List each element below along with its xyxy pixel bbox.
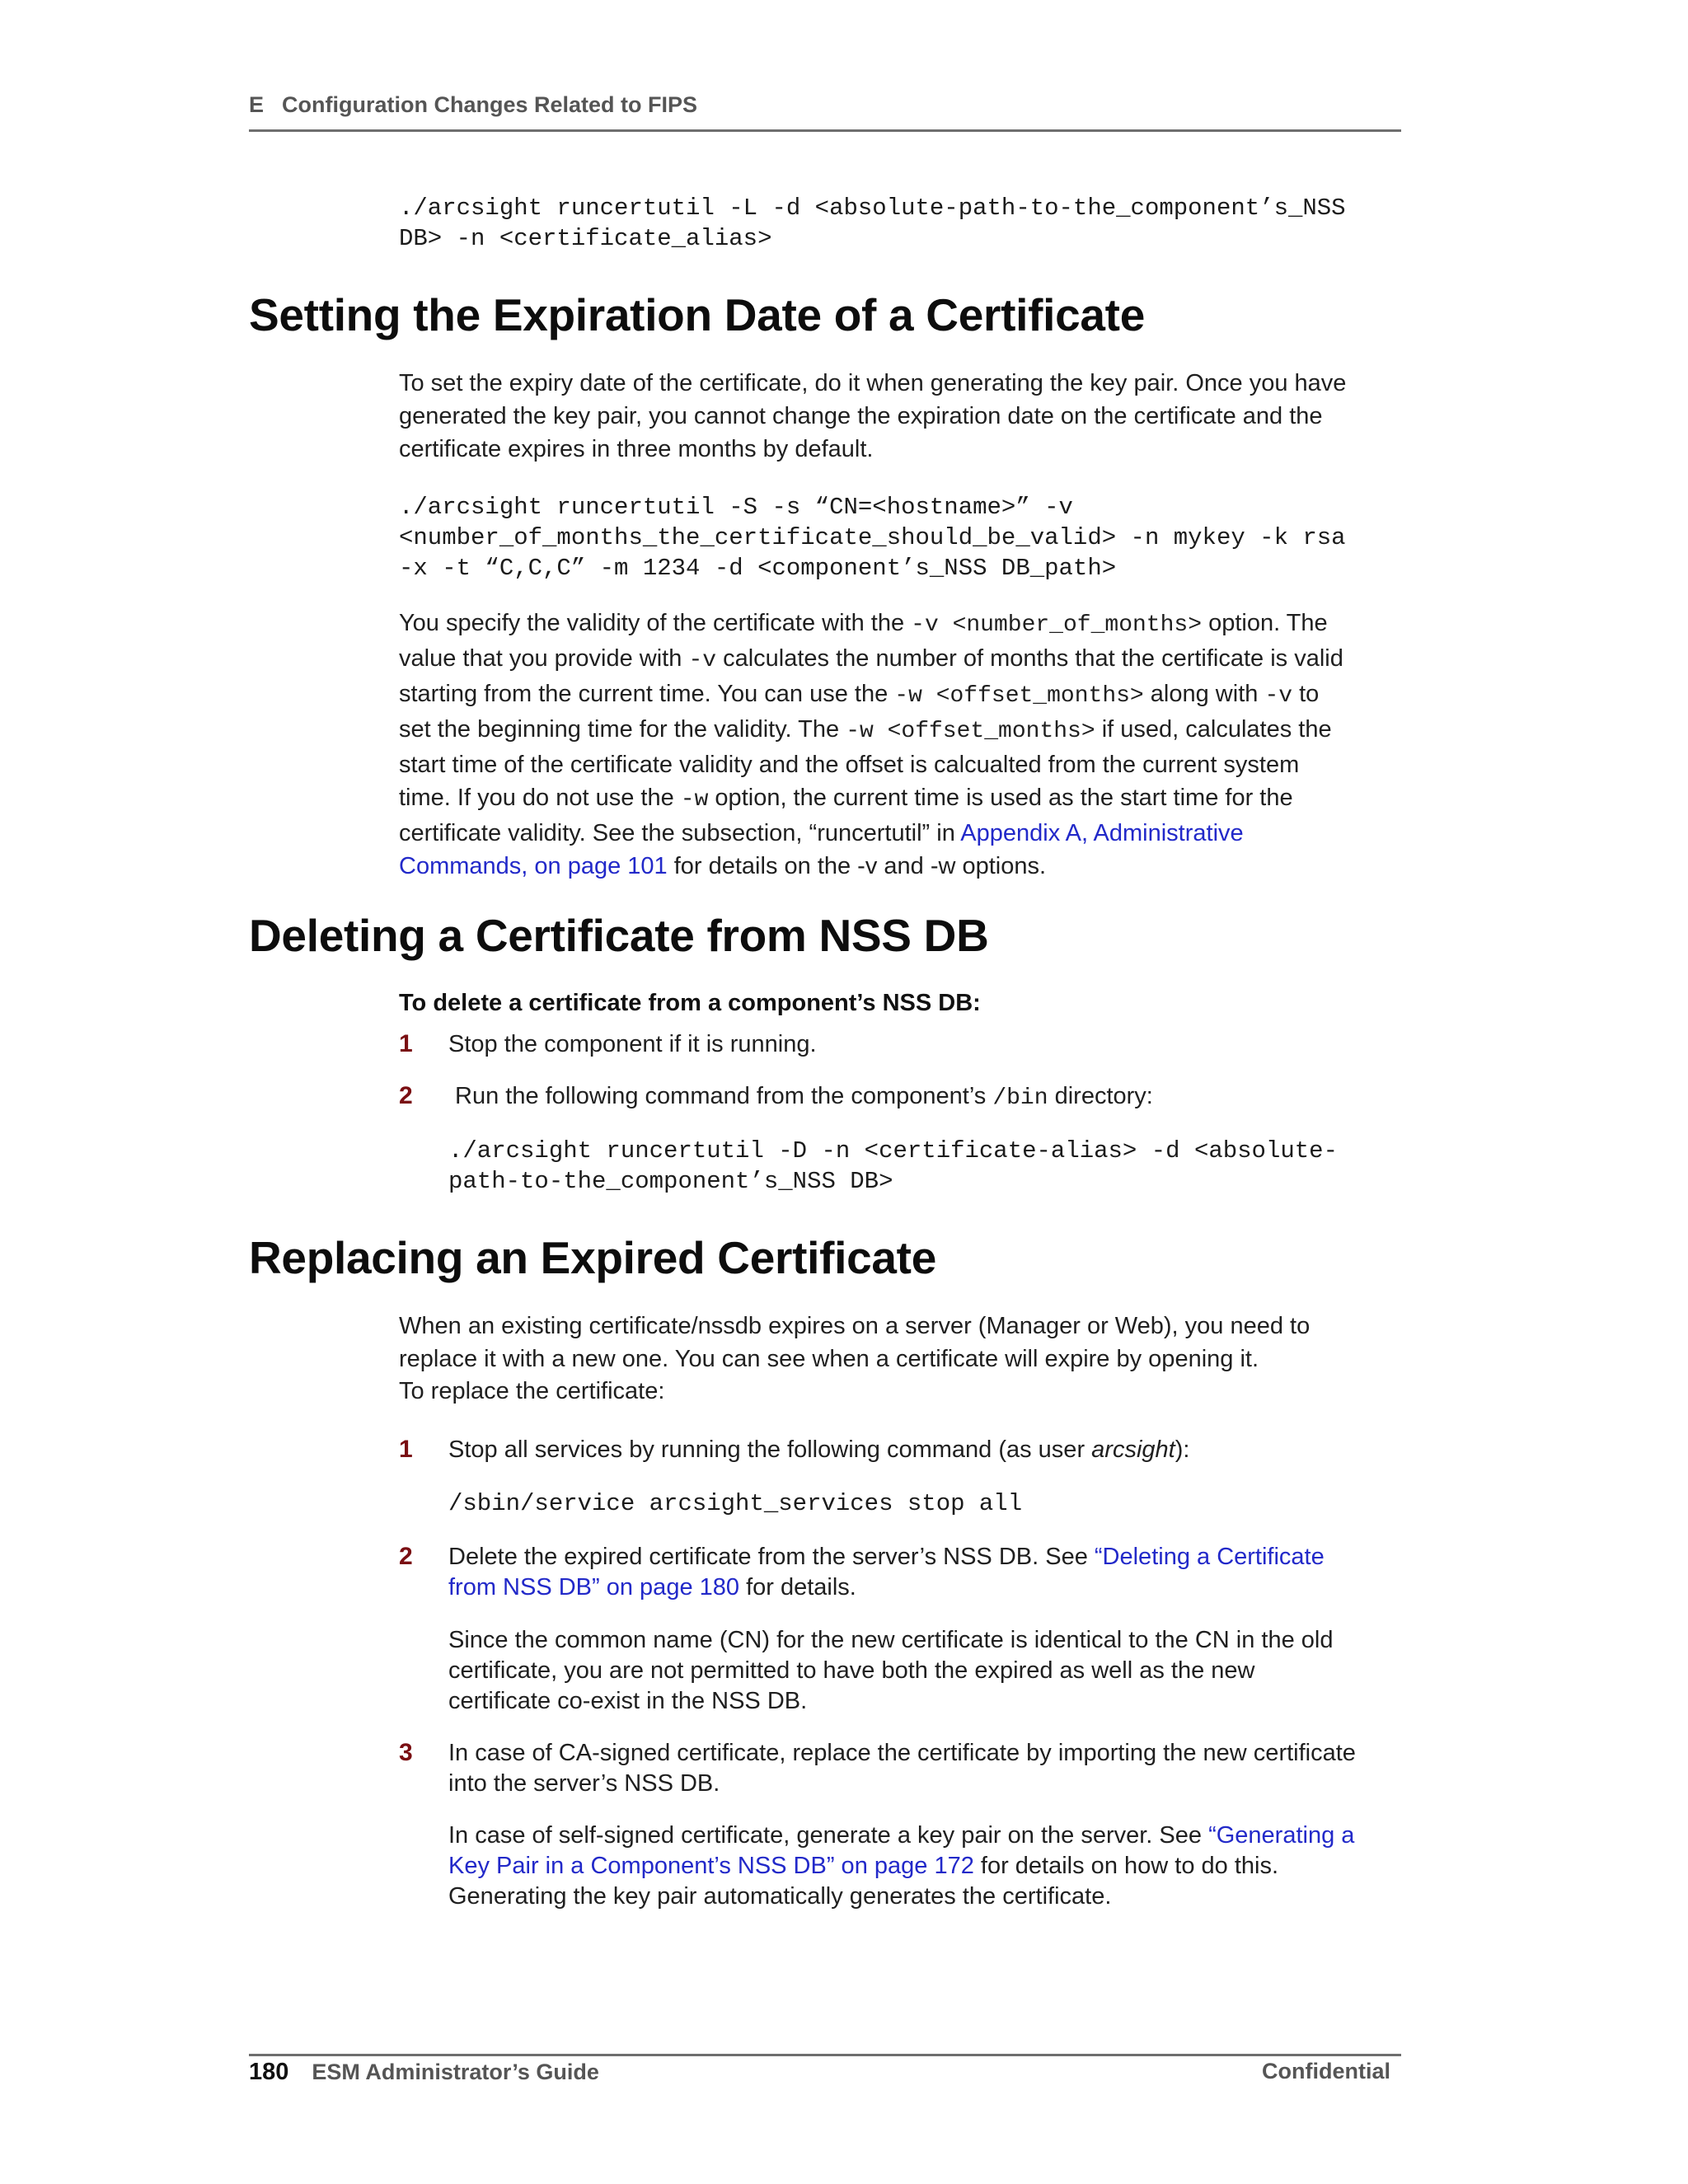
text-line: replace it with a new one. You can see when a certificate will expire by opening it. — [399, 1346, 1259, 1372]
delete-command-block — [448, 1136, 1338, 1197]
inline-code: -w — [680, 787, 709, 813]
text-run: You specify the validity of the certificate with the — [399, 610, 912, 636]
text-line — [399, 677, 1413, 713]
text-line — [399, 642, 1413, 677]
text-run: In case of self-signed certificate, generate a key pair on the server. See — [448, 1822, 1209, 1849]
text-run: to — [1292, 681, 1320, 707]
appendix-letter: E — [249, 92, 265, 117]
code-line: <number_of_months_the_certificate_should_be_valid> -n mykey -k rsa — [399, 524, 1346, 551]
step-text: Stop the component if it is running. — [448, 1031, 817, 1057]
generating-key-pair-link[interactable]: “Generating a — [1208, 1822, 1355, 1849]
text-run: certificate validity. See the subsection, “runcertutil” in — [399, 820, 961, 846]
inline-code: -v — [1264, 683, 1293, 709]
text-line — [399, 781, 1413, 817]
step-text — [448, 1542, 1404, 1603]
footer-divider — [249, 2054, 1401, 2056]
text-line: Since the common name (CN) for the new certificate is identical to the CN in the old — [448, 1627, 1334, 1653]
step-number: 1 — [399, 1030, 413, 1057]
step-number: 2 — [399, 1543, 413, 1570]
generating-key-pair-link-continued[interactable]: Key Pair in a Component’s NSS DB” on page 172 — [448, 1853, 974, 1879]
text-run: for details on the -v and -w options. — [667, 853, 1047, 879]
text-line: certificate co-exist in the NSS DB. — [448, 1688, 808, 1714]
text-line — [399, 817, 1413, 850]
code-line: -x -t “C,C,C” -m 1234 -d <component’s_NSS DB_path> — [399, 555, 1117, 582]
inline-code: -v — [688, 648, 717, 673]
step-number: 3 — [399, 1739, 413, 1766]
text-run: calculates the number of months that the certificate is valid — [716, 645, 1343, 672]
header-divider — [249, 129, 1401, 132]
text-run: for details. — [739, 1574, 856, 1601]
text-line: Generating the key pair automatically generates the certificate. — [448, 1883, 1112, 1910]
text-line: When an existing certificate/nssdb expires on a server (Manager or Web), you need to — [399, 1313, 1311, 1339]
text-line: into the server’s NSS DB. — [448, 1770, 720, 1797]
section3-intro — [399, 1310, 1404, 1408]
text-line: generated the key pair, you cannot change the expiration date on the certificate and the — [399, 403, 1323, 429]
deleting-certificate-link-continued[interactable]: from NSS DB” on page 180 — [448, 1574, 740, 1601]
text-line — [448, 1572, 1404, 1603]
appendix-a-link[interactable]: Appendix A, Administrative — [960, 820, 1244, 846]
running-footer — [249, 2059, 1390, 2086]
inline-code: -w <offset_months> — [846, 719, 1095, 744]
code-line: ./arcsight runcertutil -S -s “CN=<hostname>” -v — [399, 494, 1073, 521]
appendix-a-link-continued[interactable]: Commands, on page 101 — [399, 853, 668, 879]
step-number: 1 — [399, 1436, 413, 1463]
text-run: option, the current time is used as the start time for the — [708, 785, 1293, 811]
text-run: starting from the current time. You can use the — [399, 681, 895, 707]
text-line: In case of CA-signed certificate, replace the certificate by importing the new certificate — [448, 1740, 1356, 1766]
text-run: Delete the expired certificate from the server’s NSS DB. See — [448, 1544, 1095, 1570]
top-command-block — [399, 193, 1346, 254]
text-run: option. The — [1202, 610, 1328, 636]
text-line — [399, 850, 1413, 883]
deleting-certificate-link[interactable]: “Deleting a Certificate — [1094, 1544, 1325, 1570]
step-text — [448, 1435, 1189, 1465]
text-line — [448, 1851, 1413, 1882]
procedure-title: To delete a certificate from a component’s NSS DB: — [399, 990, 981, 1016]
text-run: set the beginning time for the validity. The — [399, 716, 846, 743]
text-run: along with — [1143, 681, 1265, 707]
section1-body — [399, 607, 1413, 883]
guide-title: ESM Administrator’s Guide — [312, 2060, 599, 2084]
section1-command-block — [399, 492, 1346, 583]
step2-note — [448, 1625, 1404, 1717]
stop-services-command: /sbin/service arcsight_services stop all — [448, 1490, 1023, 1517]
inline-code: /bin — [992, 1085, 1048, 1111]
text-line — [399, 713, 1413, 748]
text-line — [399, 607, 1413, 642]
section-heading-expiration: Setting the Expiration Date of a Certificate — [249, 289, 1145, 340]
text-run: for details on how to do this. — [973, 1853, 1278, 1879]
step-number: 2 — [399, 1082, 413, 1109]
code-line: DB> -n <certificate_alias> — [399, 225, 772, 252]
code-line: path-to-the_component’s_NSS DB> — [448, 1168, 893, 1195]
section-heading-deleting: Deleting a Certificate from NSS DB — [249, 910, 989, 961]
running-header — [249, 92, 1401, 118]
text-run: ): — [1175, 1436, 1190, 1463]
code-line: ./arcsight runcertutil -L -d <absolute-path-to-the_component’s_NSS — [399, 194, 1346, 222]
step-text — [448, 1738, 1413, 1799]
text-line: certificate expires in three months by default. — [399, 436, 874, 462]
inline-code: -w <offset_months> — [894, 683, 1144, 709]
text-run: time. If you do not use the — [399, 785, 681, 811]
inline-code: -v <number_of_months> — [911, 612, 1203, 638]
section-heading-replacing: Replacing an Expired Certificate — [249, 1232, 936, 1283]
text-line: certificate, you are not permitted to have both the expired as well as the new — [448, 1657, 1255, 1684]
code-line: ./arcsight runcertutil -D -n <certificate-alias> -d <absolute- — [448, 1137, 1338, 1165]
section1-intro — [399, 367, 1404, 466]
text-run: directory: — [1048, 1083, 1153, 1109]
text-line — [448, 1542, 1404, 1572]
text-line: To set the expiry date of the certificate, do it when generating the key pair. Once you have — [399, 370, 1347, 396]
user-name: arcsight — [1091, 1436, 1175, 1463]
step3-note — [448, 1821, 1413, 1912]
text-run: value that you provide with — [399, 645, 689, 672]
step-text — [455, 1081, 1153, 1113]
chapter-title: Configuration Changes Related to FIPS — [282, 92, 698, 117]
text-run: Stop all services by running the following command (as user — [448, 1436, 1092, 1463]
classification-label: Confidential — [1262, 2059, 1390, 2083]
text-run: if used, calculates the — [1095, 716, 1332, 743]
text-line — [448, 1821, 1413, 1851]
page-number: 180 — [249, 2059, 289, 2085]
text-run: Run the following command from the component’s — [455, 1083, 993, 1109]
text-line: To replace the certificate: — [399, 1378, 665, 1404]
text-line: start time of the certificate validity and the offset is calcualted from the current system — [399, 752, 1300, 778]
